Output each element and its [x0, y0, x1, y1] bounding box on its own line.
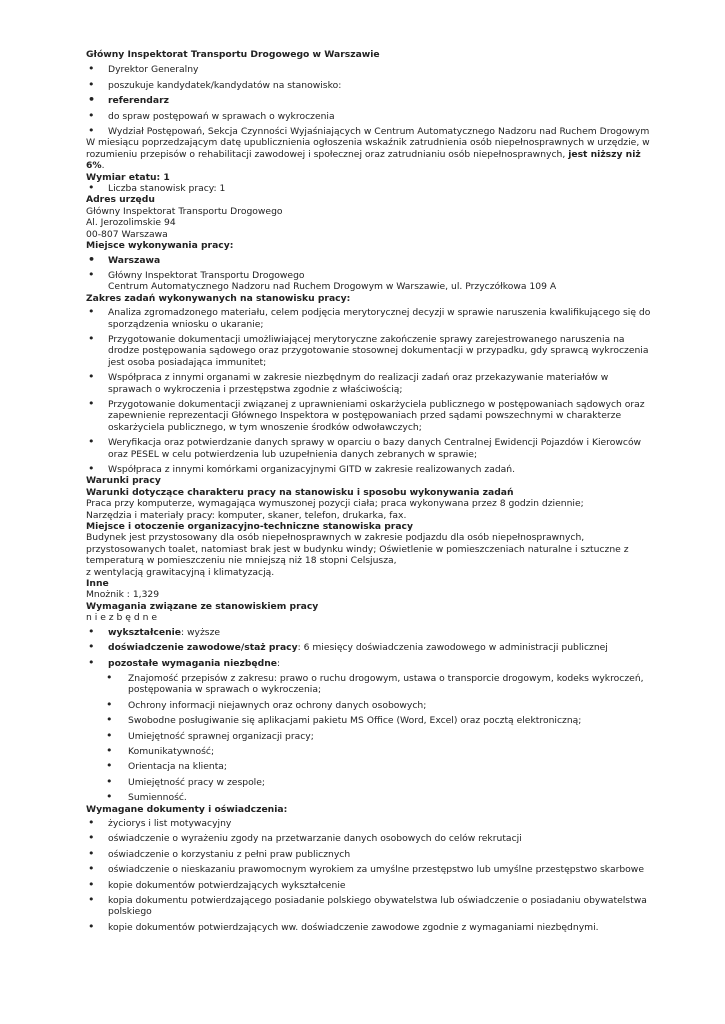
- etat-label: Wymiar etatu: 1: [86, 171, 170, 183]
- list-item: • oświadczenie o korzystaniu z pełni praw publicznych: [86, 849, 652, 860]
- niezbedne-label: n i e z b ę d n e: [86, 612, 158, 624]
- list-item: • Weryfikacja oraz potwierdzanie danych sprawy w oparciu o bazy danych Centralnej Ewidencji Pojazdów i Kierowców oraz PESEL w celu potwierdzenia lub uzupełnienia danych zebranych w sprawie;: [86, 437, 652, 460]
- header-list: [86, 64, 652, 137]
- env-text: z wentylacją grawitacyjną i klimatyzacją.: [86, 566, 275, 578]
- warunki-line: Narzędzia i materiały pracy: komputer, skaner, telefon, drukarka, fax.: [86, 509, 407, 521]
- disability-text: W miesiącu poprzedzającym datę upublicznienia ogłoszenia wskaźnik zatrudnienia osób niepełnosprawnych w urzędzie, w rozumieniu przepisów o rehabilitacji zawodowej i społecznej oraz zatrudnianiu osób niepełnosprawnych,: [86, 137, 650, 160]
- list-item: • Wydział Postępowań, Sekcja Czynności Wyjaśniających w Centrum Automatycznego Nadzoru nad Ruchem Drogowym: [86, 126, 652, 137]
- list-item: • Umiejętność pracy w zespole;: [96, 777, 652, 788]
- list-item: • Analiza zgromadzonego materiału, celem podjęcia merytorycznej decyzji w sprawie naruszenia kwalifikującego się do sporządzenia wniosku o ukaranie;: [86, 307, 652, 330]
- wyksztalcenie-item: [86, 627, 652, 638]
- wyksztalcenie-value: : wyższe: [181, 626, 221, 638]
- list-item: • Dyrektor Generalny: [86, 64, 652, 75]
- miejsce-city: • Warszawa: [86, 255, 652, 266]
- list-item: • Komunikatywność;: [96, 746, 652, 757]
- disability-end: .: [101, 160, 105, 172]
- list-item: • kopia dokumentu potwierdzającego posiadanie polskiego obywatelstwa lub oświadczenie o posiadaniu obywatelstwa polskiego: [86, 895, 652, 918]
- list-item: • Umiejętność sprawnej organizacji pracy;: [96, 731, 652, 742]
- pozostale-label: pozostałe wymagania niezbędne: [108, 657, 277, 669]
- env-heading: Miejsce i otoczenie organizacyjno-techniczne stanowiska pracy: [86, 521, 413, 533]
- list-item: • Sumienność.: [96, 792, 652, 803]
- pozostale-item: [86, 658, 652, 669]
- adres-line: Główny Inspektorat Transportu Drogowego: [86, 205, 283, 217]
- doswiadczenie-label: doświadczenie zawodowe/staż pracy: [108, 642, 298, 654]
- warunki-subheading: Warunki dotyczące charakteru pracy na stanowisku i sposobu wykonywania zadań: [86, 486, 514, 498]
- position-title: • referendarz: [86, 95, 652, 106]
- inne-heading: Inne: [86, 578, 109, 590]
- list-item: • poszukuje kandydatek/kandydatów na stanowisko:: [86, 80, 652, 91]
- list-item: • Przygotowanie dokumentacji związanej z uprawnieniami oskarżyciela publicznego w postępowaniach sądowych oraz zapewnienie reprezentacji Głównego Inspektora w postępowaniach przed sądami powszechnymi w charakterze oskarżyciela publicznego, w tym wnoszenie środków odwoławczych;: [86, 399, 652, 433]
- list-item: • Znajomość przepisów z zakresu: prawo o ruchu drogowym, ustawa o transporcie drogowym, kodeks wykroczeń, postępowania w sprawach o wykroczenia;: [96, 673, 652, 696]
- wymagania-list: [86, 627, 652, 804]
- list-item: • Swobodne posługiwanie się aplikacjami pakietu MS Office (Word, Excel) oraz pocztą elektroniczną;: [96, 715, 652, 726]
- doswiadczenie-value: : 6 miesięcy doświadczenia zawodowego w administracji publicznej: [297, 642, 608, 654]
- dokumenty-list: [86, 818, 652, 933]
- list-item: • do spraw postępowań w sprawach o wykroczenia: [86, 111, 652, 122]
- wymagania-heading: Wymagania związane ze stanowiskiem pracy: [86, 600, 319, 612]
- wyksztalcenie-label: wykształcenie: [108, 626, 182, 638]
- adres-line: 00-807 Warszawa: [86, 228, 168, 240]
- env-text: Budynek jest przystosowany dla osób niepełnosprawnych w zakresie podjazdu dla osób niepełnosprawnych, przystosowanych toalet, natomiast brak jest w budynku windy; Oświetlenie w pomieszczeniach naturalne i sztuczne z temperaturą w pomieszczeniu nie mniejszą niż 18 stopni Celsjusza,: [86, 532, 629, 567]
- list-item: • Współpraca z innymi organami w zakresie niezbędnym do realizacji zadań oraz przekazywanie materiałów w sprawach o wykroczenia i przestępstwa zgodnie z właściwością;: [86, 372, 652, 395]
- list-item: • oświadczenie o wyrażeniu zgody na przetwarzanie danych osobowych do celów rekrutacji: [86, 833, 652, 844]
- adres-line: Al. Jerozolimskie 94: [86, 217, 176, 229]
- inne-line: Mnożnik : 1,329: [86, 589, 160, 601]
- list-item: • oświadczenie o nieskazaniu prawomocnym wyrokiem za umyślne przestępstwo lub umyślne przestępstwo skarbowe: [86, 864, 652, 875]
- document-title: Główny Inspektorat Transportu Drogowego w Warszawie: [86, 49, 380, 60]
- list-item: • Orientacja na klienta;: [96, 761, 652, 772]
- list-item: • Liczba stanowisk pracy: 1: [86, 183, 652, 194]
- pozostale-colon: :: [277, 657, 281, 669]
- list-item: • Przygotowanie dokumentacji umożliwiającej merytoryczne zakończenie sprawy zarejestrowanego naruszenia na drodze postępowania sądowego oraz przygotowanie stosownej dokumentacji w przypadku, gdy sprawcą wykroczenia jest osoba posiadająca immunitet;: [86, 334, 652, 368]
- disability-notice: [86, 137, 652, 171]
- list-item: • Współpraca z innymi komórkami organizacyjnymi GITD w zakresie realizowanych zadań.: [86, 464, 652, 475]
- disability-bold: jest niższy niż 6%: [86, 148, 641, 172]
- list-item: • Ochrony informacji niejawnych oraz ochrony danych osobowych;: [96, 700, 652, 711]
- warunki-line: Praca przy komputerze, wymagająca wymuszonej pozycji ciała; praca wykonywana przez 8 godzin dziennie;: [86, 498, 584, 510]
- zakres-list: [86, 307, 652, 475]
- miejsce-place-line1: Główny Inspektorat Transportu Drogowego: [108, 269, 305, 281]
- miejsce-list: [86, 255, 652, 293]
- list-item: • kopie dokumentów potwierdzających wykształcenie: [86, 880, 652, 891]
- zakres-heading: Zakres zadań wykonywanych na stanowisku pracy:: [86, 292, 351, 304]
- dokumenty-heading: Wymagane dokumenty i oświadczenia:: [86, 803, 288, 815]
- warunki-heading: Warunki pracy: [86, 475, 161, 487]
- list-item: • życiorys i list motywacyjny: [86, 818, 652, 829]
- miejsce-place-line2: Centrum Automatycznego Nadzoru nad Ruchem Drogowym w Warszawie, ul. Przyczółkowa 109 A: [108, 281, 557, 293]
- adres-heading: Adres urzędu: [86, 194, 155, 206]
- doswiadczenie-item: [86, 642, 652, 653]
- miejsce-place: [86, 270, 652, 293]
- etat-list: [86, 183, 652, 194]
- list-item: • kopie dokumentów potwierdzających ww. doświadczenie zawodowe zgodnie z wymaganiami niezbędnymi.: [86, 922, 652, 933]
- job-announcement-document: [86, 49, 652, 937]
- miejsce-heading: Miejsce wykonywania pracy:: [86, 240, 234, 252]
